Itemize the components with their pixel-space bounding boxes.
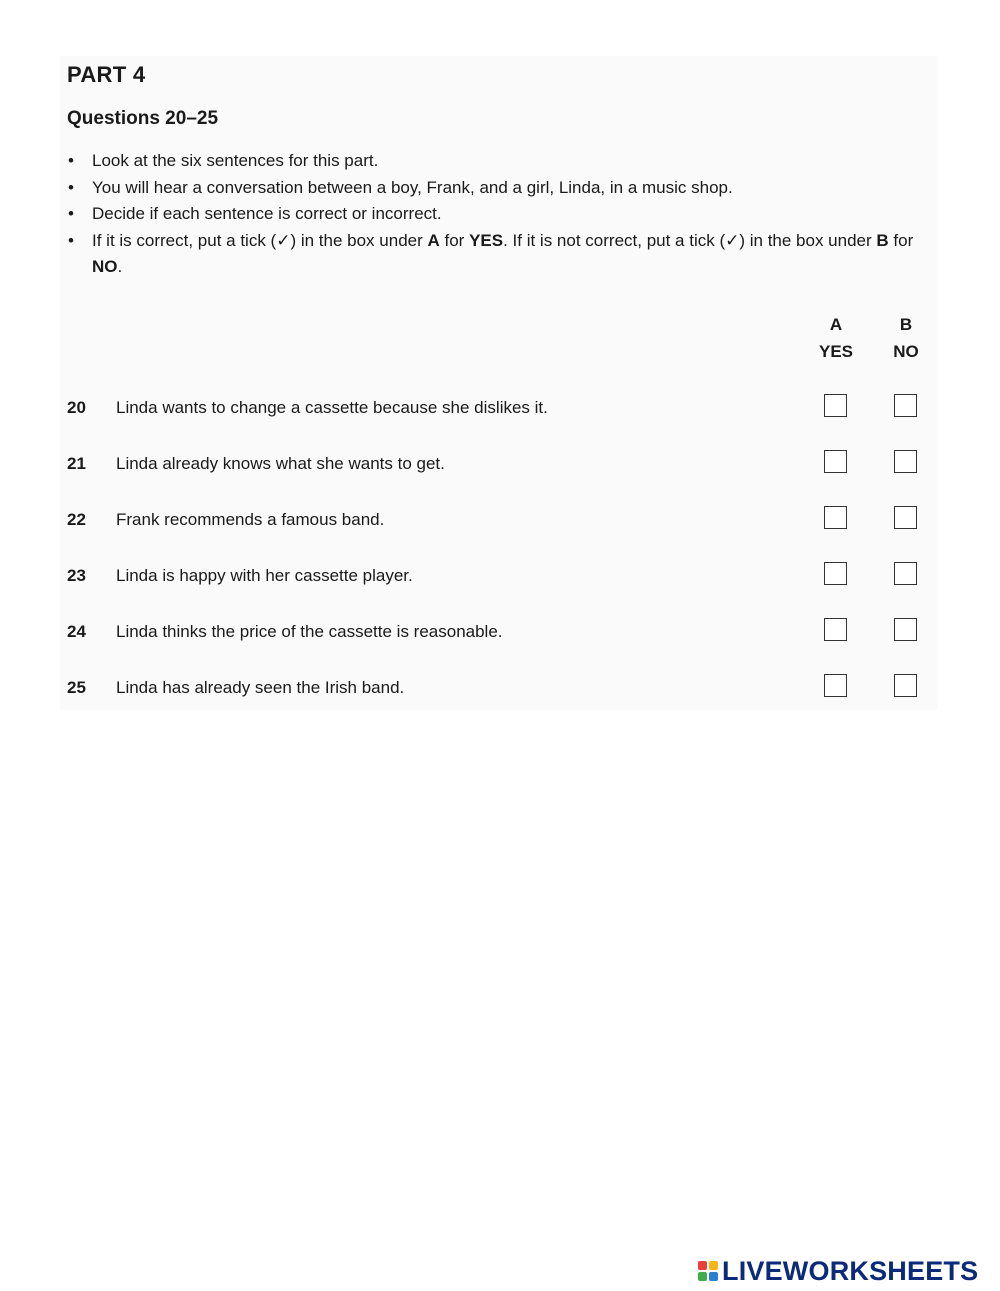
- question-number: 23: [67, 566, 86, 585]
- logo-square: [709, 1261, 718, 1270]
- instruction-bold-a: A: [427, 230, 440, 250]
- instructions-list: [67, 148, 927, 281]
- questions-title: Questions 20–25: [67, 108, 219, 129]
- column-label-no: NO: [893, 342, 919, 361]
- question-row-21: [67, 450, 927, 480]
- question-number: 20: [67, 398, 86, 417]
- answer-box-yes-22[interactable]: [824, 506, 847, 529]
- liveworksheets-logo: [698, 1256, 978, 1286]
- logo-square: [698, 1272, 707, 1281]
- instruction-item: [67, 175, 927, 202]
- answer-box-no-21[interactable]: [894, 450, 917, 473]
- logo-square: [698, 1261, 707, 1270]
- instruction-text: for: [439, 230, 470, 250]
- column-header-no: [876, 311, 936, 365]
- answer-box-yes-24[interactable]: [824, 618, 847, 641]
- answer-box-yes-21[interactable]: [824, 450, 847, 473]
- question-text: Linda already knows what she wants to get.: [116, 454, 445, 473]
- instruction-item: [67, 228, 927, 281]
- column-letter-b: B: [899, 315, 913, 334]
- answer-box-no-23[interactable]: [894, 562, 917, 585]
- instruction-text: Look at the six sentences for this part.: [92, 151, 379, 170]
- instruction-text: . If it is not correct, put a tick (✓) in the box under: [503, 230, 877, 250]
- column-header-yes: [806, 311, 866, 365]
- logo-icon: [698, 1261, 718, 1281]
- question-text: Linda is happy with her cassette player.: [116, 566, 413, 585]
- instruction-bold-no: NO: [92, 257, 118, 276]
- answer-box-yes-23[interactable]: [824, 562, 847, 585]
- instruction-item: [67, 148, 927, 175]
- question-text: Linda wants to change a cassette because she dislikes it.: [116, 398, 548, 417]
- column-letter-a: A: [829, 315, 843, 334]
- question-row-20: [67, 394, 927, 424]
- instruction-bold-b: B: [876, 230, 889, 250]
- instruction-item: [67, 201, 927, 228]
- logo-text: LIVEWORKSHEETS: [722, 1255, 979, 1286]
- question-text: Frank recommends a famous band.: [116, 510, 385, 529]
- question-number: 21: [67, 454, 86, 473]
- instruction-bold-yes: YES: [469, 230, 504, 250]
- question-text: Linda has already seen the Irish band.: [116, 678, 405, 697]
- instruction-text: You will hear a conversation between a boy, Frank, and a girl, Linda, in a music shop.: [92, 177, 733, 197]
- instruction-text: If it is correct, put a tick (✓) in the box under: [92, 230, 428, 250]
- answer-box-no-20[interactable]: [894, 394, 917, 417]
- answer-box-no-22[interactable]: [894, 506, 917, 529]
- logo-square: [709, 1272, 718, 1281]
- answer-box-yes-20[interactable]: [824, 394, 847, 417]
- answer-box-no-25[interactable]: [894, 674, 917, 697]
- answer-box-yes-25[interactable]: [824, 674, 847, 697]
- question-number: 24: [67, 622, 86, 641]
- question-number: 25: [67, 678, 86, 697]
- question-row-22: [67, 506, 927, 536]
- column-label-yes: YES: [818, 342, 854, 361]
- instruction-text: for: [888, 230, 914, 250]
- question-text: Linda thinks the price of the cassette is reasonable.: [116, 622, 503, 641]
- question-row-23: [67, 562, 927, 592]
- answer-box-no-24[interactable]: [894, 618, 917, 641]
- question-row-24: [67, 618, 927, 648]
- instruction-text: .: [117, 257, 123, 276]
- part-title: PART 4: [67, 62, 146, 87]
- question-number: 22: [67, 510, 86, 529]
- instruction-text: Decide if each sentence is correct or incorrect.: [92, 204, 442, 223]
- question-row-25: [67, 674, 927, 704]
